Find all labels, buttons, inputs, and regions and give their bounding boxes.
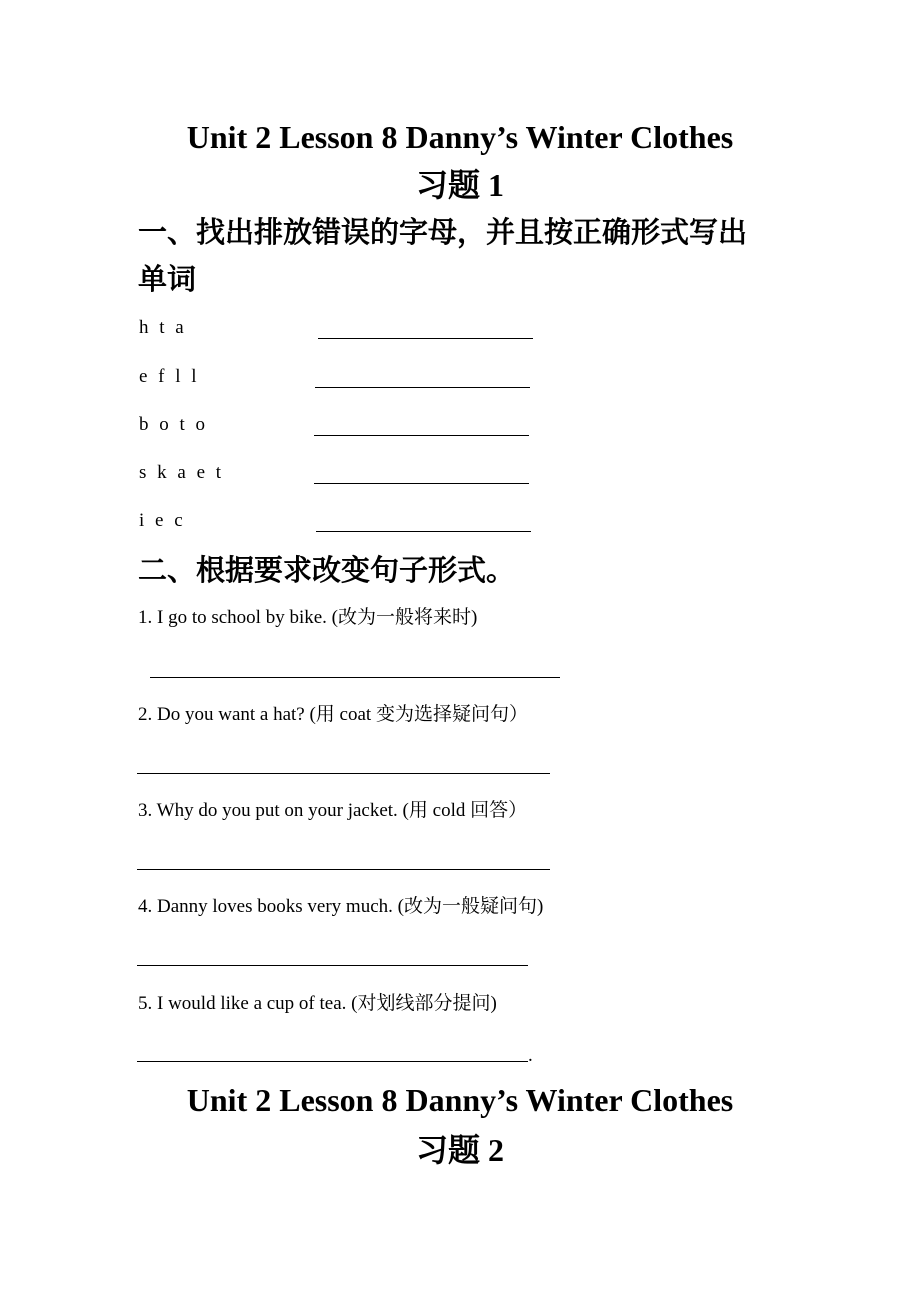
question-3: 3. Why do you put on your jacket. (用 cold 回答）	[138, 800, 528, 821]
question-5: 5. I would like a cup of tea. (对划线部分提问)	[138, 993, 497, 1014]
section1-heading-line1: 一、找出排放错误的字母，并且按正确形式写出	[138, 217, 748, 249]
section2-heading: 二、根据要求改变句子形式。	[138, 555, 516, 587]
answer-line[interactable]	[137, 1061, 528, 1062]
question-4: 4. Danny loves books very much. (改为一般疑问句)	[138, 896, 544, 917]
answer-line[interactable]	[314, 483, 529, 484]
answer-line[interactable]	[316, 531, 531, 532]
answer-line[interactable]	[314, 435, 529, 436]
exercise2-title: Unit 2 Lesson 8 Danny’s Winter Clothes	[186, 1082, 734, 1118]
question-2: 2. Do you want a hat? (用 coat 变为选择疑问句）	[138, 704, 528, 725]
scrambled-word: e f l l	[139, 366, 200, 387]
question-1: 1. I go to school by bike. (改为一般将来时)	[138, 607, 478, 628]
answer-line[interactable]	[150, 677, 560, 678]
exercise1-title: Unit 2 Lesson 8 Danny’s Winter Clothes	[186, 119, 734, 155]
final-period: .	[528, 1045, 533, 1066]
scrambled-word: h t a	[139, 317, 187, 338]
answer-line[interactable]	[137, 773, 550, 774]
answer-line[interactable]	[137, 869, 550, 870]
answer-line[interactable]	[315, 387, 530, 388]
scrambled-word: b o t o	[139, 414, 209, 435]
scrambled-word: i e c	[139, 510, 186, 531]
answer-line[interactable]	[137, 965, 528, 966]
section1-heading-line2: 单词	[138, 264, 197, 296]
answer-line[interactable]	[318, 338, 533, 339]
exercise1-subtitle: 习题 1	[415, 167, 504, 203]
exercise2-subtitle: 习题 2	[415, 1132, 504, 1168]
scrambled-word: s k a e t	[139, 462, 225, 483]
